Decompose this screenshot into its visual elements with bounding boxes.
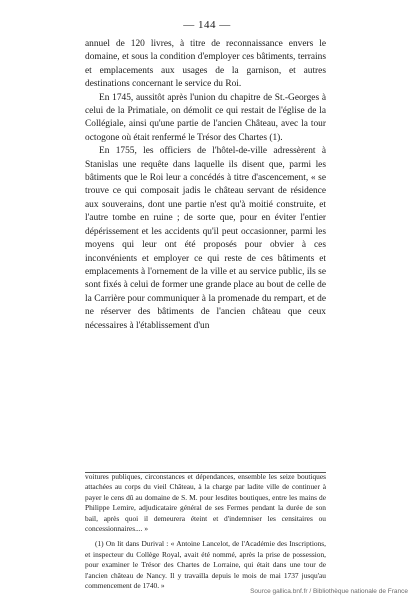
page-number: — 144 — (183, 19, 231, 31)
continuation-note: voitures publiques, circonstances et dépendances, ensemble les seize boutiques attachées au corps du vieil Château, à la charge par ladite ville de continuer à payer le cens dû au domaine de S. M. pour lesdites boutiques, entre les mains de Philippe Lemire, adjudicataire général de ses Fermes pendant la durée de son bail, après quoi il demeurera éteint et d'indemniser les censitaires ou concessionnaires.... » (85, 472, 326, 534)
paragraph-1755: En 1755, les officiers de l'hôtel-de-ville adressèrent à Stanislas une requête dans laquelle ils disent que, parmi les bâtiments que le Roi leur a concédés à titre d'ascencement, « se trouve ce qui composait jadis le château servant de résidence aux souverains, dont une partie n'est qu'à moitié construite, et l'autre tombe en ruine ; de sorte que, pour en éviter l'entier dépérissement et les accidents qu'il peut occasionner, parmi les moyens qui leur ont été proposés pour obvier à ces inconvénients et employer ce qui reste de ces bâtiments et emplacements à l'ornement de la ville et au service public, ils se sont fixés à celui de former une grande place au bout de celle de la Carrière pour communiquer à la promenade du rempart, et de ne réserver des bâtiments de l'ancien château que ceux nécessaires à l'établissement d'un (85, 146, 326, 331)
main-text (85, 38, 326, 333)
paragraph-continued: annuel de 120 livres, à titre de reconnaissance envers le domaine, et sous la condition d'employer ces bâtiments, terrains et emplacements aux usages de la garnison, et autres destinations concernant le service du Roi. (85, 39, 326, 90)
paragraph-1745: En 1745, aussitôt après l'union du chapitre de St.-Georges à celui de la Primatiale, on démolit ce qui restait de l'église de la Collégiale, ainsi qu'une partie de l'ancien Château, avec la tour octogone où était renfermé le Trésor des Chartes (1). (85, 92, 326, 143)
footnote-1: (1) On lit dans Durival : « Antoine Lancelot, de l'Académie des Inscriptions, et inspecteur du Collège Royal, avait été nommé, après la prise de possession, pour examiner le Trésor des Chartes de Lorraine, qui était dans une tour de l'ancien château de Nancy. Il y travailla depuis le mois de mai 1737 jusqu'au commencement de 1740. » (85, 539, 326, 591)
notes-section (85, 472, 326, 591)
source-credit: Source gallica.bnf.fr / Bibliothèque nationale de France (250, 588, 408, 595)
